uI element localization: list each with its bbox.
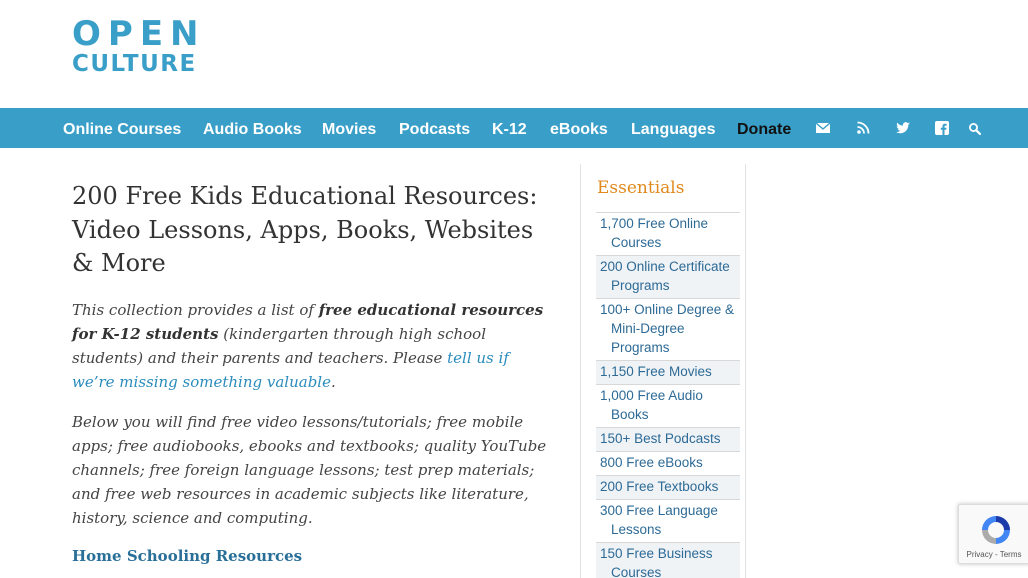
sidebar-item-movies[interactable] (596, 361, 740, 385)
recaptcha-icon (979, 513, 1013, 547)
sidebar-item-business-courses[interactable] (596, 543, 740, 578)
sidebar-item-label: 1,700 Free Online Courses (600, 216, 709, 250)
logo-line-open: OPEN (72, 14, 206, 54)
nav-languages[interactable]: Languages (631, 121, 716, 138)
twitter-icon[interactable] (895, 120, 911, 136)
logo-line-culture: CULTURE (72, 51, 197, 77)
sidebar-item-ebooks[interactable] (596, 452, 740, 476)
essentials-list (596, 212, 740, 578)
intro-text-3: . (330, 373, 336, 391)
main-nav (0, 108, 1028, 148)
sidebar-item-label: 1,150 Free Movies (600, 364, 712, 379)
intro-paragraph (72, 298, 550, 394)
sidebar-item-certificate-programs[interactable] (596, 256, 740, 299)
sidebar-item-label: 300 Free Language Lessons (600, 503, 718, 537)
resources-paragraph: Below you will find free video lessons/tutorials; free mobile apps; free audiobooks, ebooks and textbooks; quality YouTube channels; free foreign language lessons; test prep materials; and free web resources in academic subjects like literature, history, science and computing. (72, 413, 547, 527)
sidebar-item-label: 200 Online Certificate Programs (600, 259, 730, 293)
nav-online-courses[interactable]: Online Courses (63, 121, 182, 138)
sidebar-item-degree-programs[interactable] (596, 299, 740, 361)
sidebar-item-language-lessons[interactable] (596, 500, 740, 543)
intro-text-1: This collection provides a list of (72, 301, 319, 319)
home-schooling-heading[interactable]: Home Schooling Resources (72, 547, 303, 565)
sidebar-item-label: 200 Free Textbooks (600, 479, 719, 494)
nav-k12[interactable]: K-12 (492, 121, 527, 138)
essentials-sidebar (580, 164, 746, 578)
search-icon[interactable] (968, 122, 984, 138)
site-logo[interactable] (72, 14, 206, 77)
sidebar-item-label: 150 Free Business Courses (600, 546, 713, 578)
sidebar-item-label: 800 Free eBooks (600, 455, 703, 470)
sidebar-item-label: 100+ Online Degree & Mini-Degree Programs (600, 302, 734, 355)
rss-icon[interactable] (855, 120, 871, 136)
sidebar-item-label: 150+ Best Podcasts (600, 431, 721, 446)
facebook-icon[interactable] (934, 120, 950, 136)
missing-something-link[interactable]: tell us if we’re missing something valuable (72, 349, 509, 391)
intro-bold: free educational resources for K-12 students (72, 301, 544, 343)
intro-text-2: (kindergarten through high school students) and their parents and teachers. Please (72, 325, 487, 367)
sidebar-item-audio-books[interactable] (596, 385, 740, 428)
recaptcha-badge[interactable] (958, 504, 1028, 564)
nav-ebooks[interactable]: eBooks (550, 121, 608, 138)
sidebar-item-podcasts[interactable] (596, 428, 740, 452)
sidebar-item-label: 1,000 Free Audio Books (600, 388, 703, 422)
nav-donate[interactable]: Donate (737, 121, 792, 138)
nav-audio-books[interactable]: Audio Books (203, 121, 302, 138)
sidebar-item-online-courses[interactable] (596, 213, 740, 256)
nav-podcasts[interactable]: Podcasts (399, 121, 471, 138)
email-icon[interactable] (815, 120, 831, 136)
sidebar-item-textbooks[interactable] (596, 476, 740, 500)
sidebar-title: Essentials (597, 178, 685, 198)
nav-movies[interactable]: Movies (322, 121, 377, 138)
article-title: 200 Free Kids Educational Resources: Video Lessons, Apps, Books, Websites & More (72, 182, 538, 277)
recaptcha-links[interactable]: Privacy - Terms (966, 550, 1022, 559)
